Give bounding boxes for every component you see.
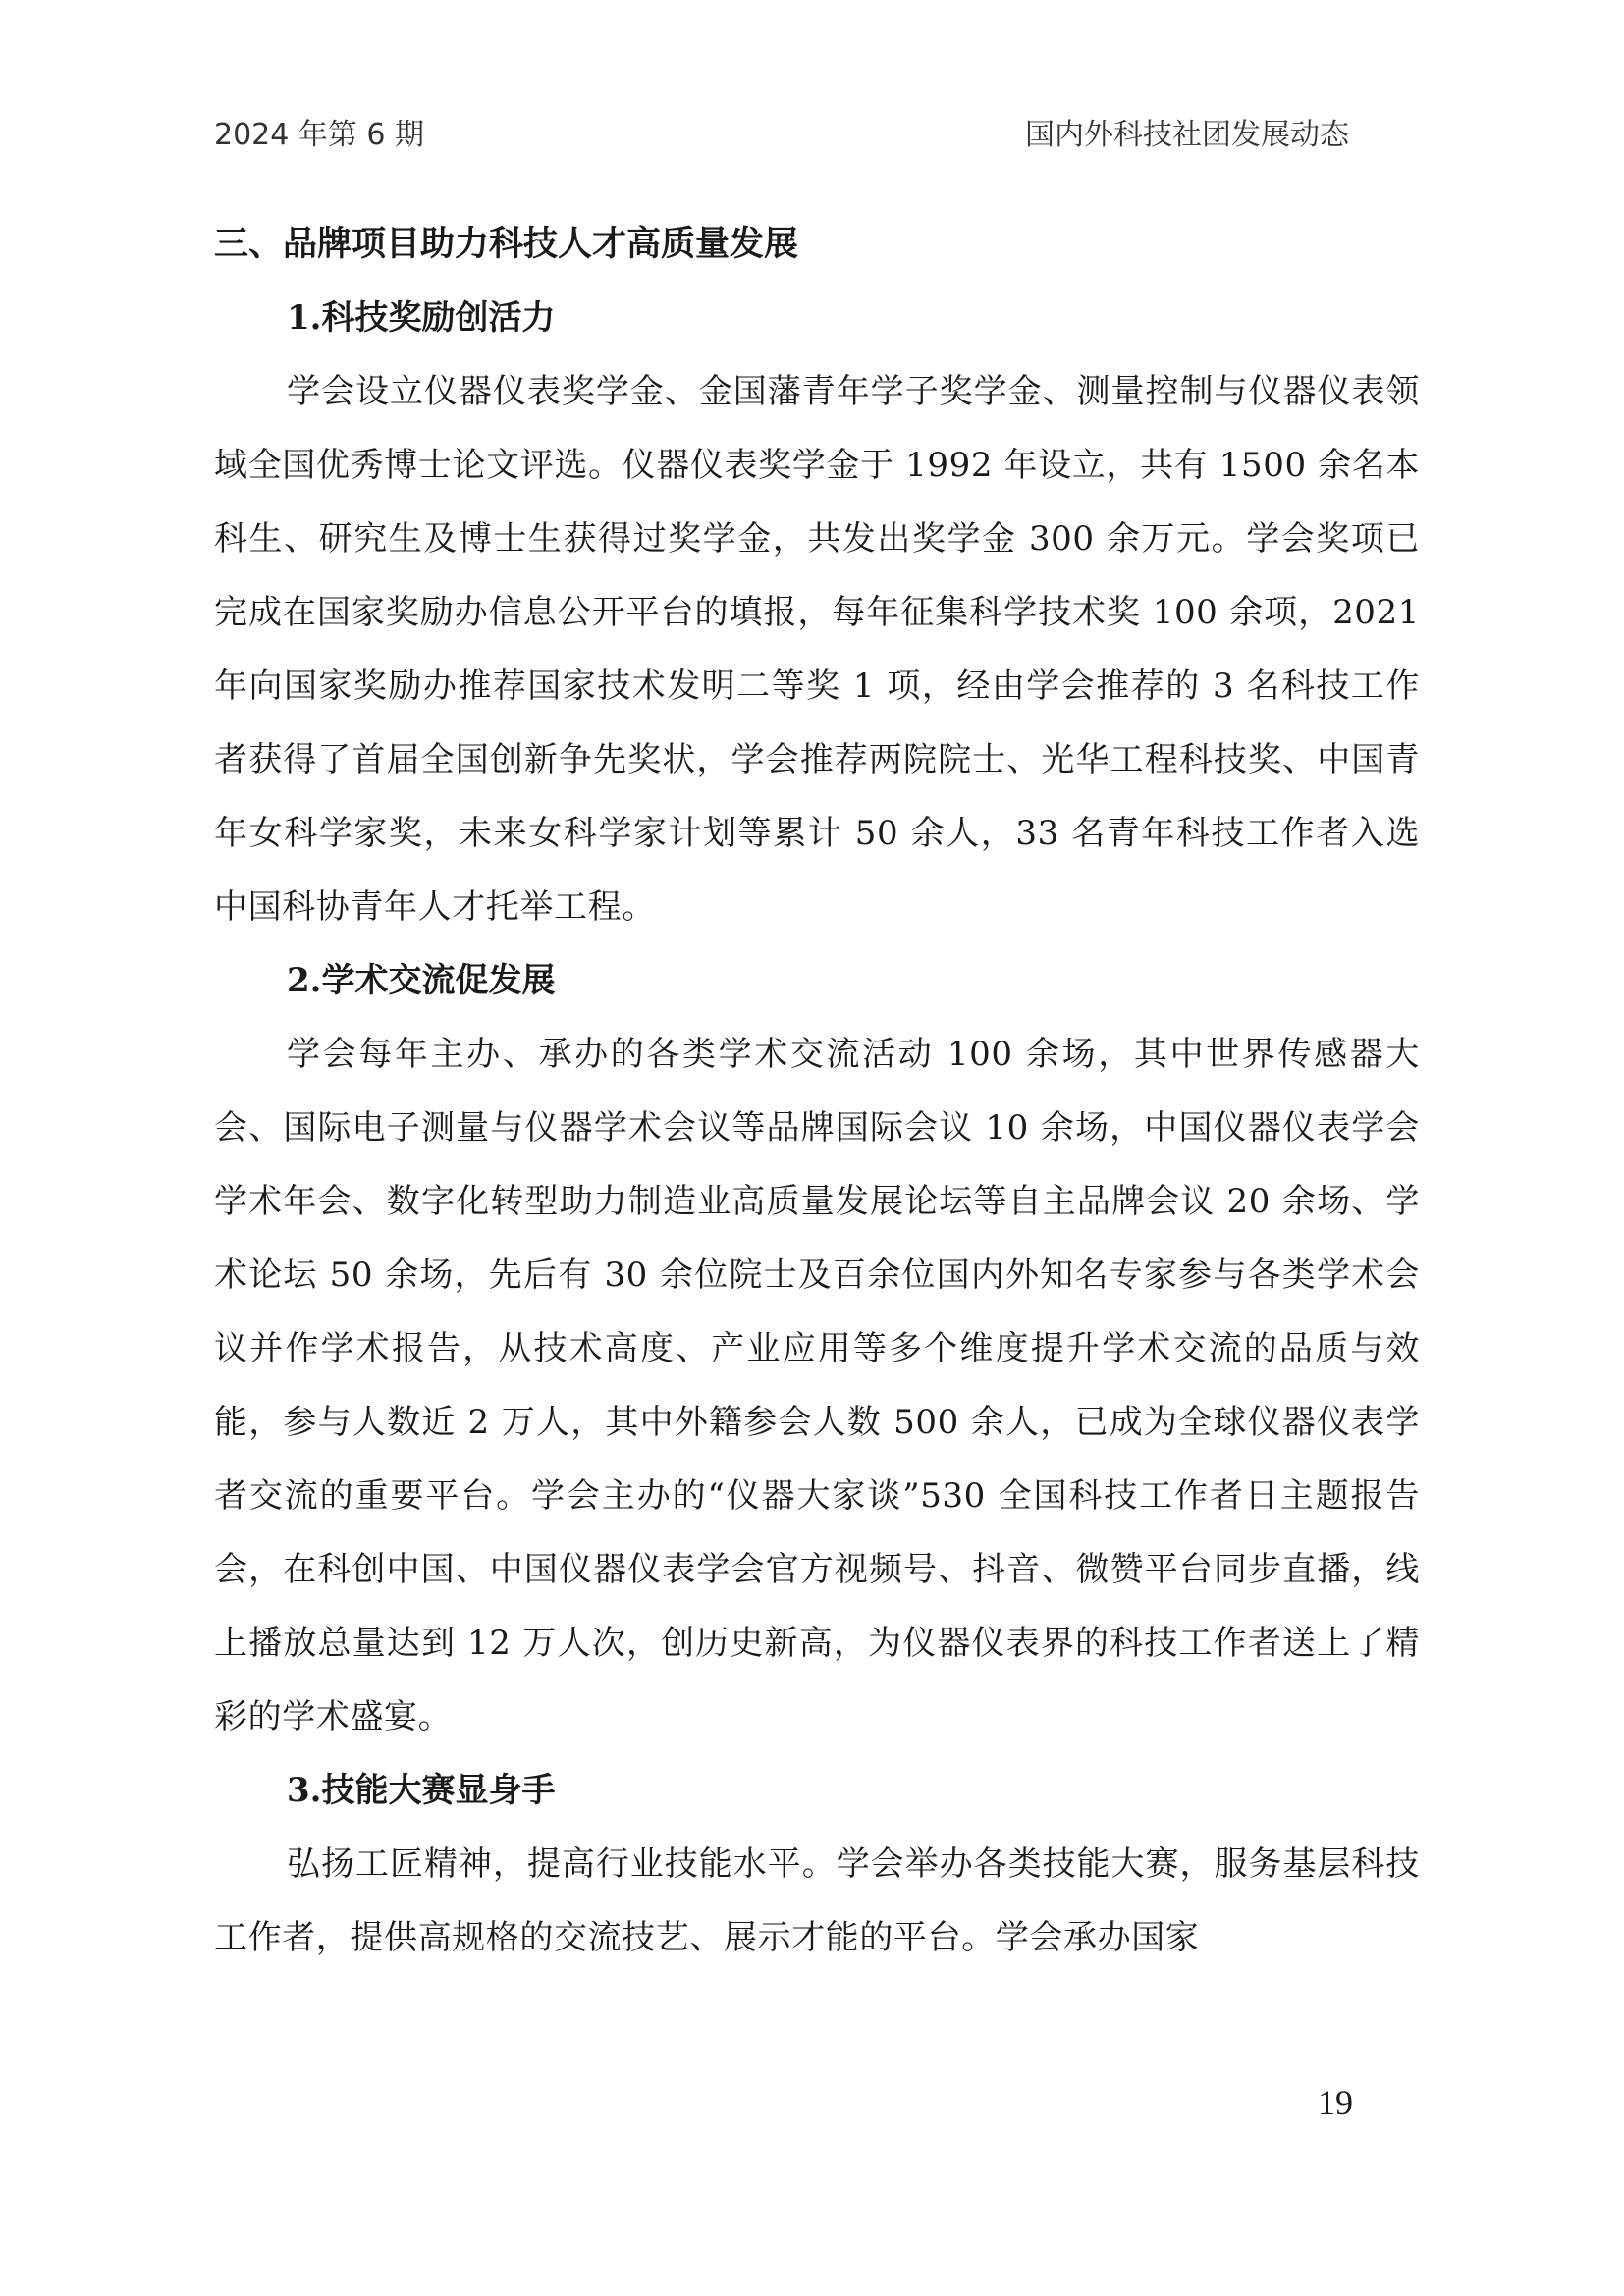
paragraph-awards: 学会设立仪器仪表奖学金、金国藩青年学子奖学金、测量控制与仪器仪表领域全国优秀博士论文评选。仪器仪表奖学金于 1992 年设立，共有 1500 余名本科生、研究生及博士生获得过奖学金，共发出奖学金 300 余万元。学会奖项已完成在国家奖励办信息公开平台的填报，每年征集科学技术奖 100 余项，2021 年向国家奖励办推荐国家技术发明二等奖 1 项，经由学会推荐的 3 名科技工作者获得了首届全国创新争先奖状，学会推荐两院院士、光华工程科技奖、中国青年女科学家奖，未来女科学家计划等累计 50 余人，33 名青年科技工作者入选中国科协青年人才托举工程。 xyxy=(214,372,1420,927)
subsection-heading-skills: 3.技能大赛显身手 xyxy=(287,1771,556,1810)
subsection-heading-exchange: 2.学术交流促发展 xyxy=(287,961,556,1000)
issue-label: 2024 年第 6 期 xyxy=(214,118,425,152)
subsection-heading-awards: 1.科技奖励创活力 xyxy=(287,298,556,338)
section-title: 三、品牌项目助力科技人才高质量发展 xyxy=(214,225,799,264)
publication-title: 国内外科技社团发展动态 xyxy=(1025,118,1349,152)
article-body xyxy=(214,208,1420,1975)
paragraph-skills: 弘扬工匠精神，提高行业技能水平。学会举办各类技能大赛，服务基层科技工作者，提供高规格的交流技艺、展示才能的平台。学会承办国家 xyxy=(214,1844,1420,1957)
page-number: 19 xyxy=(1318,2083,1353,2122)
paragraph-exchange: 学会每年主办、承办的各类学术交流活动 100 余场，其中世界传感器大会、国际电子测量与仪器学术会议等品牌国际会议 10 余场，中国仪器仪表学会学术年会、数字化转型助力制造业高质量发展论坛等自主品牌会议 20 余场、学术论坛 50 余场，先后有 30 余位院士及百余位国内外知名专家参与各类学术会议并作学术报告，从技术高度、产业应用等多个维度提升学术交流的品质与效能，参与人数近 2 万人，其中外籍参会人数 500 余人，已成为全球仪器仪表学者交流的重要平台。学会主办的“仪器大家谈”530 全国科技工作者日主题报告会，在科创中国、中国仪器仪表学会官方视频号、抖音、微赞平台同步直播，线上播放总量达到 12 万人次，创历史新高，为仪器仪表界的科技工作者送上了精彩的学术盛宴。 xyxy=(214,1035,1420,1736)
